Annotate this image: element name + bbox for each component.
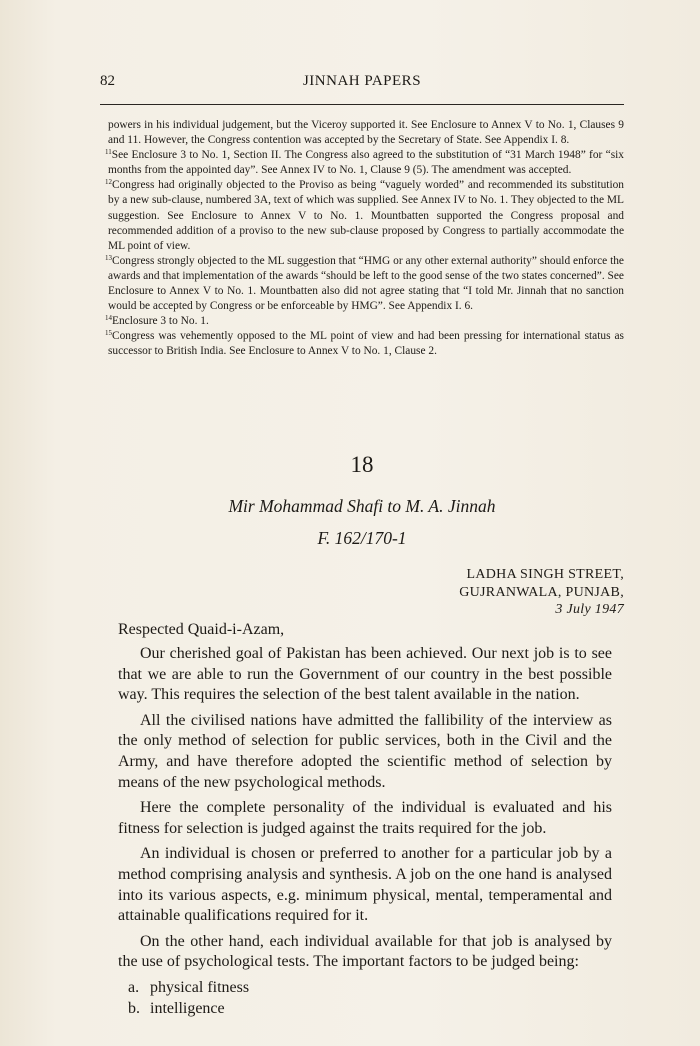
list-marker: a.	[128, 978, 140, 996]
document-reference: F. 162/170-1	[317, 528, 407, 548]
footnote-number: 15	[105, 329, 112, 338]
body-paragraph: All the civilised nations have admitted the fallibility of the interview as the only method of selection for public services, both in the Civil and the Army, and have therefore adopted the scientific method of selection by means of the new psychological methods.	[118, 711, 612, 791]
address-line: GUJRANWALA, PUNJAB,	[459, 584, 624, 600]
footnote-12	[100, 178, 624, 253]
body-paragraph: An individual is chosen or preferred to another for a particular job by a method comprising analysis and synthesis. A job on the one hand is analysed into its various aspects, e.g. minimum physical, mental, temperamental and attainable qualifications required for it.	[118, 845, 612, 925]
salutation: Respected Quaid-i-Azam,	[118, 621, 285, 638]
footnote-number: 11	[105, 148, 112, 157]
running-head: JINNAH PAPERS	[302, 73, 422, 89]
footnote-number: 12	[105, 178, 112, 187]
body-paragraph: On the other hand, each individual available for that job is analysed by the use of psychological tests. The important factors to be judged being:	[118, 932, 612, 971]
document-number: 18	[350, 452, 374, 477]
letter-body	[118, 644, 612, 1019]
document-title: Mir Mohammad Shafi to M. A. Jinnah	[228, 496, 496, 516]
list-item	[118, 999, 612, 1020]
footnote-11	[100, 148, 624, 178]
list-item	[118, 978, 612, 999]
page-number: 82	[100, 73, 115, 89]
page-header	[100, 73, 624, 95]
footnote-text: See Enclosure 3 to No. 1, Section II. The Congress also agreed to the substitution of “31 March 1948” for “six months from the appointed day”. See Annex IV to No. 1, Clause 9 (5). The amendment was accepted.	[108, 149, 624, 177]
footnote-text: Enclosure 3 to No. 1.	[112, 315, 209, 328]
body-paragraph: Here the complete personality of the individual is evaluated and his fitness for selection is judged against the traits required for the job.	[118, 799, 612, 837]
footnote-15	[100, 329, 624, 359]
list-item-text: physical fitness	[150, 978, 250, 996]
footnote-text: Congress was vehemently opposed to the ML point of view and had been pressing for international status as successor to British India. See Enclosure to Annex V to No. 1, Clause 2.	[108, 330, 624, 358]
footnote-continuation	[100, 118, 624, 148]
factor-list	[118, 978, 612, 1019]
letter-date: 3 July 1947	[555, 602, 624, 617]
footnote-text: Congress strongly objected to the ML suggestion that “HMG or any other external authority” should enforce the awards and that implementation of the awards “should be left to the good sense of the two states concerned”. See Enclosure to Annex V to No. 1. Mountbatten also did not agree stating that “I told Mr. Jinnah that no sanction would be accepted by Congress or be enforceable by HMG”. See Appendix I. 6.	[108, 254, 624, 313]
address-line: LADHA SINGH STREET,	[466, 567, 624, 582]
footnote-text: powers in his individual judgement, but the Viceroy supported it. See Enclosure to Annex V to No. 1, Clauses 9 and 11. However, the Congress contention was accepted by the Secretary of State. See Appendix I. 8.	[108, 119, 624, 147]
footnote-13	[100, 254, 624, 314]
footnote-number: 13	[105, 253, 112, 262]
body-paragraph: Our cherished goal of Pakistan has been achieved. Our next job is to see that we are able to run the Government of our country in the best possible way. This requires the selection of the best talent available in the nation.	[118, 645, 612, 704]
list-marker: b.	[128, 999, 140, 1017]
sender-address	[459, 566, 624, 619]
footnote-text: Congress had originally objected to the Proviso as being “vaguely worded” and recommended its substitution by a new sub-clause, numbered 3A, text of which was supplied. See Annex IV to No. 1. They objected to the ML suggestion. See Enclosure to Annex V to No. 1. Mountbatten supported the Congress proposal and recommended addition of a proviso to the new sub-clause proposed by Congress to partially accommodate the ML point of view.	[108, 179, 624, 252]
list-item-text: intelligence	[150, 999, 225, 1017]
footnotes	[100, 118, 624, 360]
footnote-14	[100, 314, 624, 329]
header-rule	[100, 104, 624, 105]
footnote-number: 14	[105, 314, 112, 323]
